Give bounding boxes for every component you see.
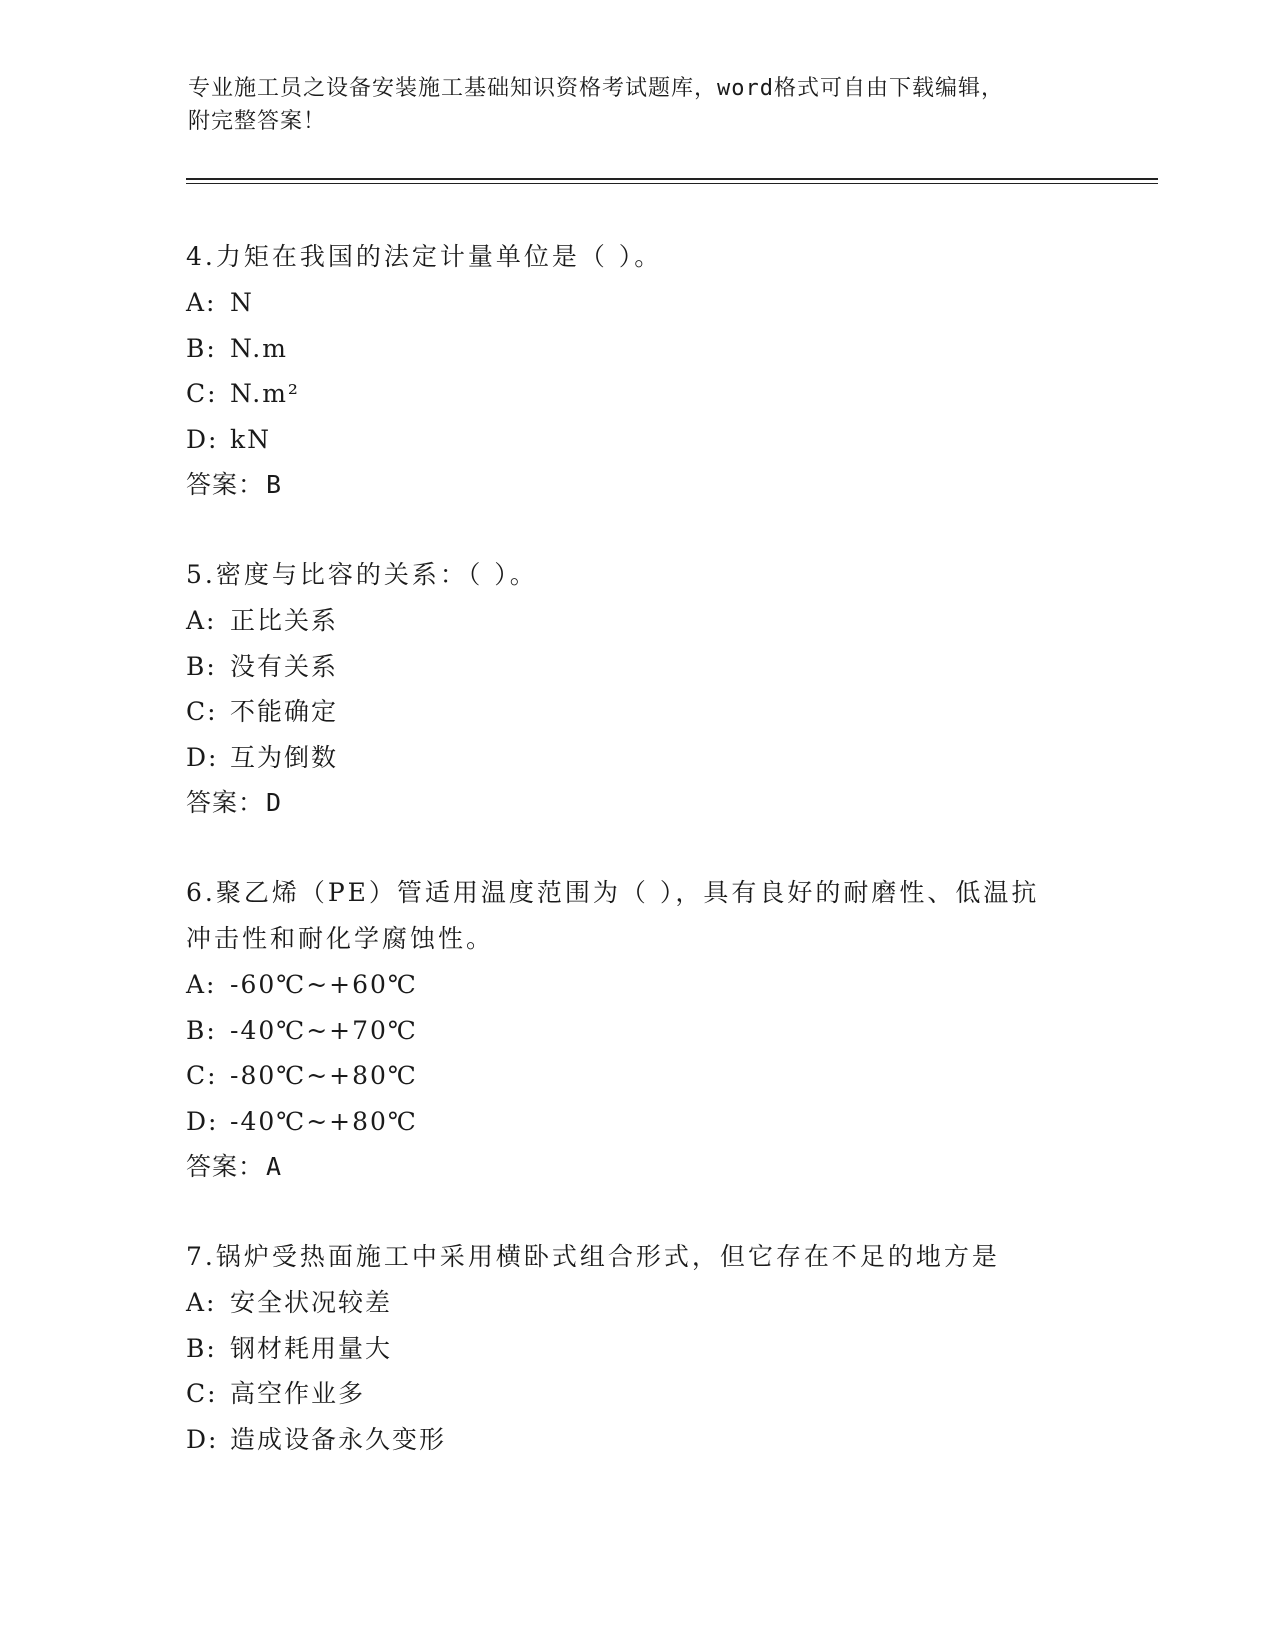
option-d [186,1417,1146,1463]
question-5 [186,552,1146,826]
option-key: A: [186,606,217,635]
header-line-2: 附完整答案！ [188,109,327,134]
option-key: A: [186,288,217,317]
answer-label: 答案： [186,1152,265,1181]
option-text: 没有关系 [230,651,339,681]
option-key: D: [186,424,219,454]
option-key: A: [186,970,217,999]
option-key: C: [186,1379,218,1408]
answer-line [186,1144,1146,1190]
option-text: -60℃~+60℃ [230,970,418,999]
option-b [186,644,1146,690]
option-text: 钢材耗用量大 [230,1333,393,1363]
answer-value: D [266,788,283,817]
option-a [186,280,1146,326]
question-list [186,234,1146,1506]
option-text: 安全状况较差 [230,1288,393,1317]
option-text: N.m [230,333,288,363]
option-key: D: [186,742,219,772]
option-key: B: [186,1333,217,1363]
option-a [186,1280,1146,1326]
option-d [186,735,1146,781]
option-c [186,1053,1146,1099]
answer-value: A [266,1152,283,1181]
option-text: -80℃~+80℃ [230,1061,418,1090]
option-b [186,1326,1146,1372]
question-7 [186,1234,1146,1462]
option-key: A: [186,1288,217,1317]
question-stem: 5.密度与比容的关系：（ ）。 [186,560,538,589]
option-key: D: [186,1424,219,1454]
document-header [188,72,1088,138]
option-text: -40℃~+70℃ [230,1015,418,1045]
answer-line [186,780,1146,826]
answer-value: B [266,470,283,499]
option-text: N [230,288,254,317]
question-stem: 6.聚乙烯（PE）管适用温度范围为（ ），具有良好的耐磨性、低温抗冲击性和耐化学腐蚀性。 [186,878,1040,953]
option-key: B: [186,333,217,363]
option-text: 不能确定 [230,697,339,726]
option-key: C: [186,697,218,726]
answer-line [186,462,1146,508]
header-line-1: 专业施工员之设备安装施工基础知识资格考试题库，word格式可自由下载编辑， [188,76,1004,101]
option-text: N.m² [230,379,300,408]
option-a [186,598,1146,644]
answer-label: 答案： [186,788,265,817]
question-stem: 7.锅炉受热面施工中采用横卧式组合形式，但它存在不足的地方是 [186,1242,1000,1271]
answer-label: 答案： [186,470,265,499]
option-text: -40℃~+80℃ [230,1106,418,1136]
question-6 [186,870,1146,1190]
option-d [186,417,1146,463]
option-b [186,326,1146,372]
question-4 [186,234,1146,508]
option-key: B: [186,651,217,681]
option-text: 互为倒数 [230,742,339,772]
option-text: kN [230,424,272,454]
header-divider [186,178,1158,184]
option-text: 高空作业多 [230,1379,366,1408]
option-b [186,1008,1146,1054]
option-key: C: [186,1061,218,1090]
option-c [186,1371,1146,1417]
option-text: 正比关系 [230,606,339,635]
option-c [186,689,1146,735]
option-key: D: [186,1106,219,1136]
option-a [186,962,1146,1008]
option-key: B: [186,1015,217,1045]
question-stem: 4.力矩在我国的法定计量单位是（ ）。 [186,242,663,271]
option-d [186,1099,1146,1145]
option-text: 造成设备永久变形 [230,1424,447,1454]
option-key: C: [186,379,218,408]
option-c [186,371,1146,417]
